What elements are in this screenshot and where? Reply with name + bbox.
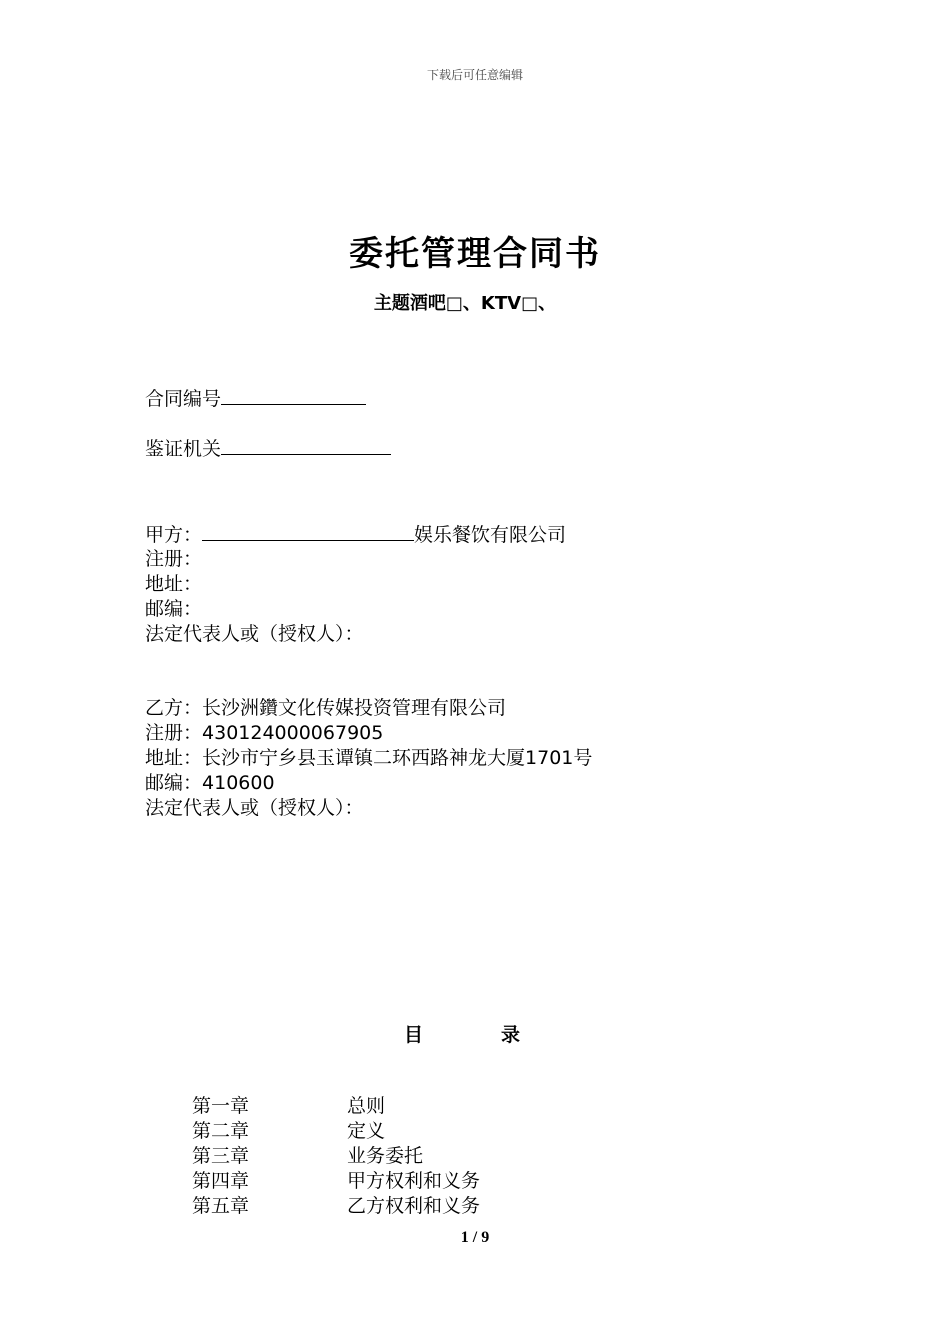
party-b-address-number: 1701: [525, 747, 574, 769]
toc-heading-right: 录: [501, 1024, 521, 1046]
party-b-register-label: 注册：: [145, 722, 203, 744]
toc-chapter: 第一章: [192, 1095, 250, 1117]
toc-item: [192, 1094, 385, 1119]
party-a-postcode: 邮编：: [145, 598, 203, 620]
party-b-representative: 法定代表人或（授权人）：: [145, 797, 364, 819]
toc-title: 业务委托: [347, 1145, 424, 1167]
authority-label: 鉴证机关: [145, 438, 222, 460]
party-a-line: [145, 522, 566, 548]
authority-blank: [221, 436, 391, 455]
party-b-address-line: [145, 746, 592, 771]
party-b-address-label: 地址：: [145, 747, 203, 769]
contract-number-label: 合同编号: [145, 388, 222, 410]
party-a-address: 地址：: [145, 573, 203, 595]
page-number: 1 / 9: [460, 1229, 490, 1246]
party-b-postcode-label: 邮编：: [145, 772, 203, 794]
party-a-label: 甲方：: [145, 524, 203, 546]
party-b-address-tail: 号: [573, 747, 593, 769]
toc-heading: [404, 1020, 520, 1047]
toc-item: [192, 1169, 480, 1194]
party-b-register-value: 430124000067905: [202, 722, 384, 744]
party-b-postcode-line: [145, 771, 275, 796]
party-a-suffix: 娱乐餐饮有限公司: [414, 524, 567, 546]
toc-title: 总则: [347, 1095, 386, 1117]
party-b-address-value: 长沙市宁乡县玉谭镇二环西路神龙大厦: [202, 747, 526, 769]
toc-item: [192, 1119, 385, 1144]
contract-number-line: [145, 386, 366, 412]
toc-item: [192, 1194, 480, 1219]
authority-line: [145, 436, 391, 462]
party-a-representative: 法定代表人或（授权人）：: [145, 623, 364, 645]
toc-title: 乙方权利和义务: [347, 1195, 481, 1217]
party-b-line: [145, 696, 506, 721]
toc-chapter: 第二章: [192, 1120, 250, 1142]
party-b-label: 乙方：: [145, 697, 203, 719]
header-note: 下载后可任意编辑: [426, 68, 523, 82]
party-a-register: 注册：: [145, 548, 203, 570]
party-b-postcode-value: 410600: [202, 772, 275, 794]
toc-heading-left: 目: [404, 1024, 424, 1046]
document-title: 委托管理合同书: [349, 234, 601, 274]
party-b-name: 长沙洲鑽文化传媒投资管理有限公司: [202, 697, 507, 719]
document-subtitle: 主题酒吧□、KTV□、: [373, 293, 557, 314]
contract-number-blank: [221, 386, 366, 405]
party-b-register-line: [145, 721, 383, 746]
toc-title: 甲方权利和义务: [347, 1170, 481, 1192]
toc-chapter: 第五章: [192, 1195, 250, 1217]
toc-chapter: 第三章: [192, 1145, 250, 1167]
toc-item: [192, 1144, 423, 1169]
party-a-blank: [202, 522, 414, 541]
toc-title: 定义: [347, 1120, 386, 1142]
toc-chapter: 第四章: [192, 1170, 250, 1192]
